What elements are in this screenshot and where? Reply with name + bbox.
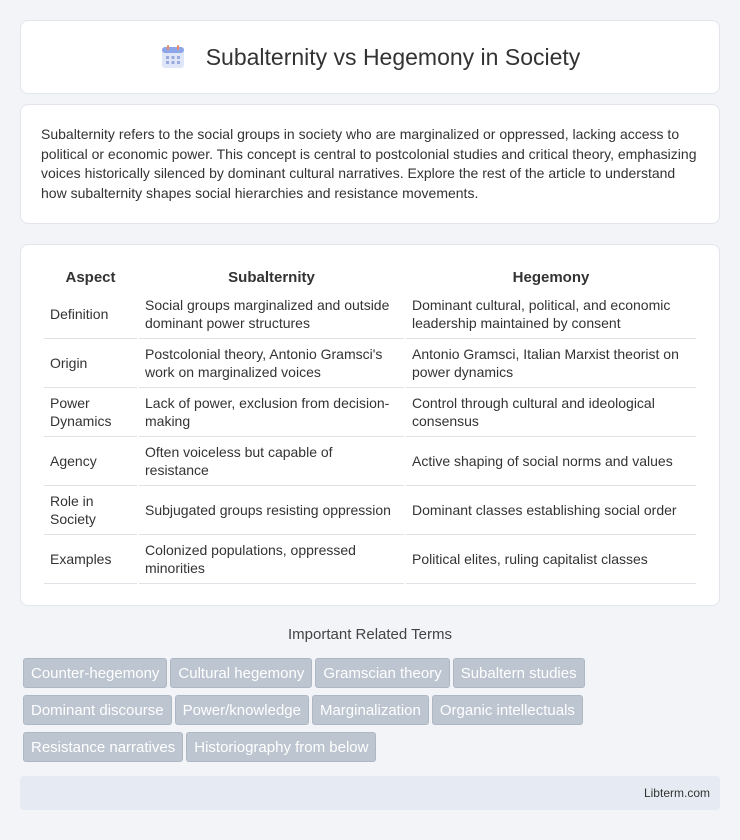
calendar-grid-icon xyxy=(160,44,186,70)
header-card xyxy=(20,20,720,94)
aspect-cell: Power Dynamics xyxy=(44,388,137,437)
table-row xyxy=(44,486,696,535)
tag-dominant-discourse[interactable]: Dominant discourse xyxy=(23,695,172,725)
table-row xyxy=(44,437,696,486)
comparison-table-card xyxy=(20,244,720,606)
table-row xyxy=(44,535,696,584)
table-row xyxy=(44,388,696,437)
table-row xyxy=(44,290,696,339)
table-row xyxy=(44,339,696,388)
footer-site-link[interactable]: Libterm.com xyxy=(643,786,710,800)
aspect-cell: Origin xyxy=(44,339,137,388)
header-aspect: Aspect xyxy=(65,269,116,286)
subalternity-cell: Colonized populations, oppressed minorities xyxy=(139,535,404,584)
aspect-cell: Role in Society xyxy=(44,486,137,535)
hegemony-cell: Antonio Gramsci, Italian Marxist theorist on power dynamics xyxy=(406,339,696,388)
intro-card xyxy=(20,104,720,224)
tag-marginalization[interactable]: Marginalization xyxy=(312,695,429,725)
hegemony-cell: Political elites, ruling capitalist classes xyxy=(406,535,696,584)
subalternity-cell: Social groups marginalized and outside dominant power structures xyxy=(139,290,404,339)
tag-subaltern-studies[interactable]: Subaltern studies xyxy=(453,658,585,688)
subalternity-cell: Postcolonial theory, Antonio Gramsci's work on marginalized voices xyxy=(139,339,404,388)
aspect-cell: Examples xyxy=(44,535,137,584)
subalternity-cell: Often voiceless but capable of resistance xyxy=(139,437,404,486)
hegemony-cell: Dominant classes establishing social order xyxy=(406,486,696,535)
tag-organic-intellectuals[interactable]: Organic intellectuals xyxy=(432,695,583,725)
comparison-table xyxy=(42,265,698,584)
subalternity-cell: Lack of power, exclusion from decision-making xyxy=(139,388,404,437)
aspect-cell: Definition xyxy=(44,290,137,339)
hegemony-cell: Active shaping of social norms and values xyxy=(406,437,696,486)
header-subalternity: Subalternity xyxy=(228,269,315,286)
tag-resistance-narratives[interactable]: Resistance narratives xyxy=(23,732,183,762)
intro-text: Subalternity refers to the social groups in society who are marginalized or oppressed, lacking access to political or economic power. This concept is central to postcolonial studies and critical theory, emphasizing voices historically silenced by dominant cultural narratives. Explore the rest of the article to understand how subalternity shapes social hierarchies and resistance movements. xyxy=(41,126,697,201)
tag-historiography-from-below[interactable]: Historiography from below xyxy=(186,732,376,762)
related-terms-title: Important Related Terms xyxy=(288,626,452,643)
tag-power-knowledge[interactable]: Power/knowledge xyxy=(175,695,309,725)
related-terms-tags xyxy=(23,658,723,769)
tag-gramscian-theory[interactable]: Gramscian theory xyxy=(315,658,449,688)
tag-counter-hegemony[interactable]: Counter-hegemony xyxy=(23,658,167,688)
subalternity-cell: Subjugated groups resisting oppression xyxy=(139,486,404,535)
footer xyxy=(20,776,720,810)
aspect-cell: Agency xyxy=(44,437,137,486)
hegemony-cell: Dominant cultural, political, and economic leadership maintained by consent xyxy=(406,290,696,339)
header-hegemony: Hegemony xyxy=(512,269,590,286)
page-title: Subalternity vs Hegemony in Society xyxy=(205,43,581,70)
tag-cultural-hegemony[interactable]: Cultural hegemony xyxy=(170,658,312,688)
hegemony-cell: Control through cultural and ideological consensus xyxy=(406,388,696,437)
